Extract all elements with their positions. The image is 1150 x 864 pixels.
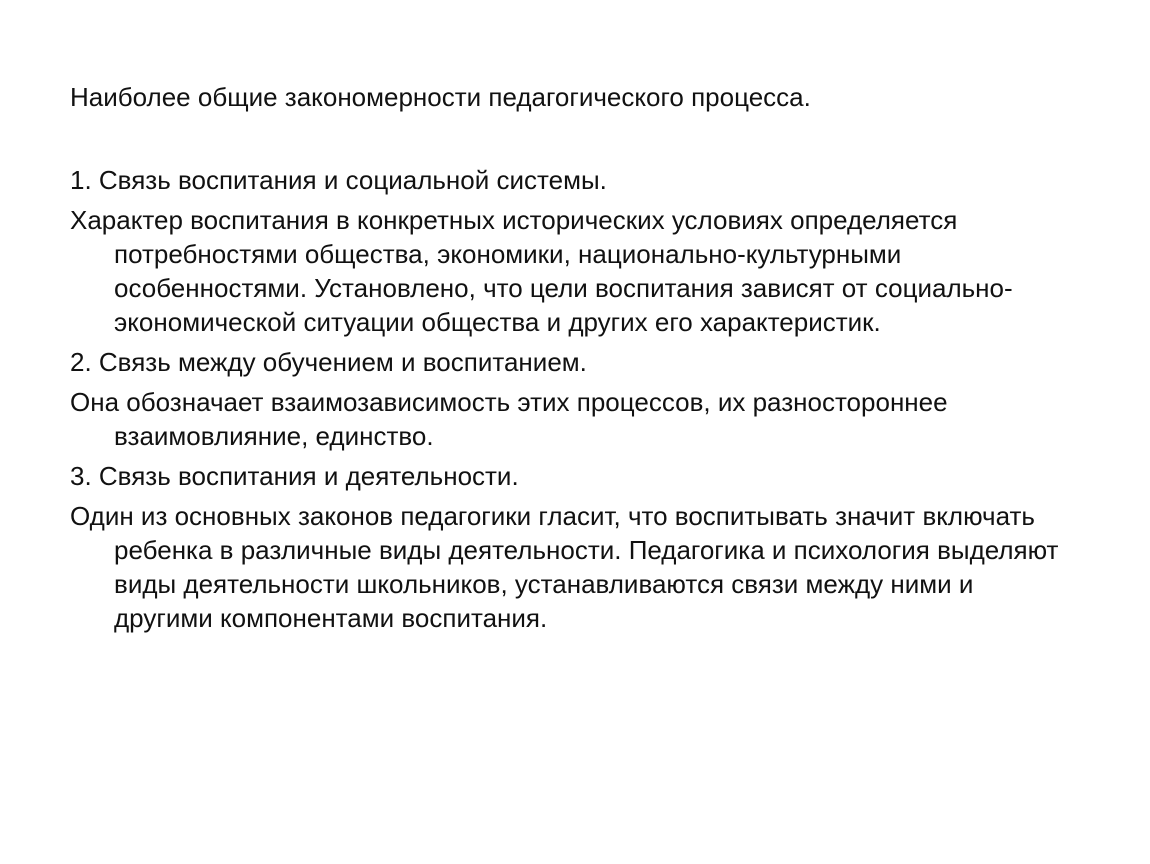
law-3-heading: 3. Связь воспитания и деятельности. [70,461,519,491]
law-3-description: Один из основных законов педагогики гласит, что воспитывать значит включать ребенка в различные виды деятельности. Педагогика и психология выделяют виды деятельности школьников, устанавливаются связи между ними и другими компонентами воспитания. [70,501,1059,633]
law-2-heading: 2. Связь между обучением и воспитанием. [70,347,587,377]
slide-title: Наиболее общие закономерности педагогического процесса. [70,82,811,112]
law-1-description: Характер воспитания в конкретных исторических условиях определяется потребностями общества, экономики, национально-культурными особенностями. Установлено, что цели воспитания зависят от социально-экономической ситуации общества и других его характеристик. [70,205,1013,337]
law-2-description: Она обозначает взаимозависимость этих процессов, их разностороннее взаимовлияние, единство. [70,387,948,451]
slide-body [70,163,1070,641]
law-1-heading: 1. Связь воспитания и социальной системы. [70,165,607,195]
